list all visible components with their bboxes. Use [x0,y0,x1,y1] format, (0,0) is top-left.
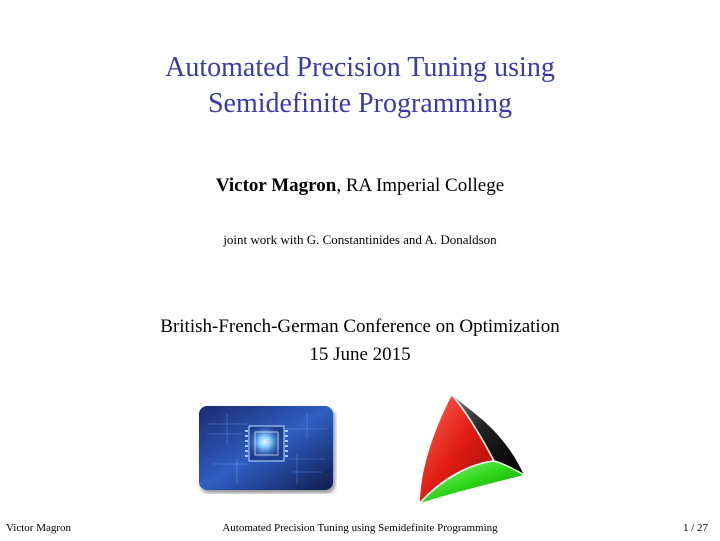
footer-page-number: 1 / 27 [682,522,708,534]
conference-date: 15 June 2015 [309,344,411,365]
title-line-2: Semidefinite Programming [207,88,513,119]
author-line [0,175,720,197]
author-name: Victor Magron [215,175,337,196]
conference-block [0,313,720,369]
footer-title: Automated Precision Tuning using Semidefinite Programming [222,522,498,534]
footer [0,522,720,538]
conference-name: British-French-German Conference on Optimization [160,316,560,337]
tetrahedron-logo [412,393,530,505]
footer-author: Victor Magron [6,522,72,534]
author-affiliation: , RA Imperial College [336,175,505,196]
title-line-1: Automated Precision Tuning using [165,52,555,83]
microchip-image [197,404,337,494]
slide-title [0,50,720,122]
joint-work-line: joint work with G. Constantinides and A. Donaldson [223,232,497,247]
